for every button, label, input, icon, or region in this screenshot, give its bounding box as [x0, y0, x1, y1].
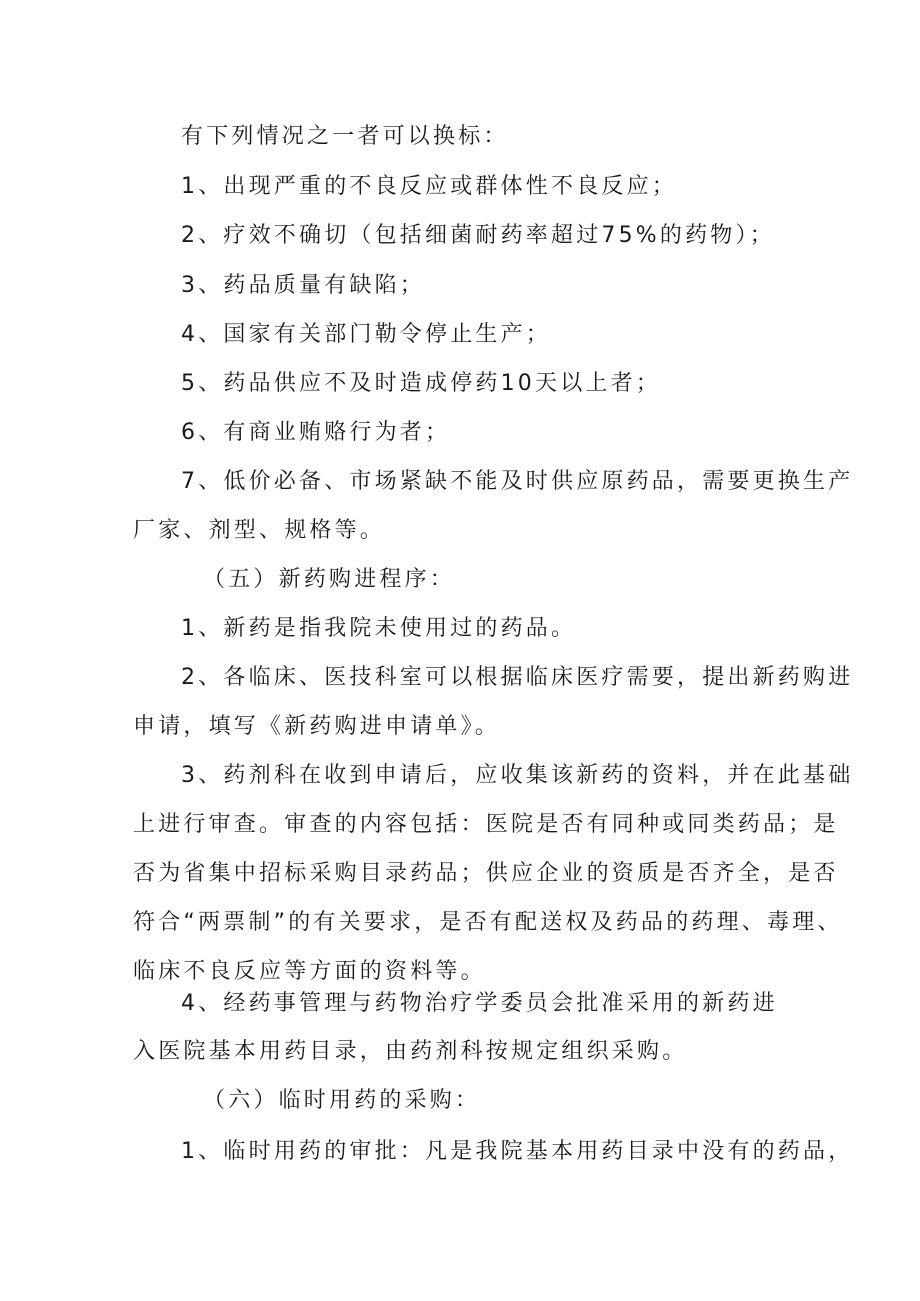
text-line: 入医院基本用药目录，由药剂科按规定组织采购。 [133, 1039, 688, 1064]
text-line: 申请，填写《新药购进申请单》。 [133, 714, 501, 739]
text-line: 4、国家有关部门勒令停止生产； [181, 322, 551, 347]
section-heading: （六）临时用药的采购： [203, 1088, 481, 1113]
text-line: 临床不良反应等方面的资料等。 [133, 959, 486, 984]
text-line: 有下列情况之一者可以换标： [181, 124, 509, 149]
text-line: 否为省集中招标采购目录药品；供应企业的资质是否齐全，是否 [133, 861, 839, 886]
text-line: 1、新药是指我院未使用过的药品。 [181, 616, 577, 641]
text-line: 厂家、剂型、规格等。 [133, 518, 386, 543]
section-heading: （五）新药购进程序： [203, 567, 456, 592]
text-line: 符合“两票制”的有关要求，是否有配送权及药品的药理、毒理、 [133, 910, 843, 935]
text-line: 4、经药事管理与药物治疗学委员会批准采用的新药进 [181, 991, 778, 1016]
text-line: 7、低价必备、市场紧缺不能及时供应原药品，需要更换生产 [181, 469, 854, 494]
text-line: 6、有商业贿赂行为者； [181, 420, 451, 445]
text-line: 上进行审查。审查的内容包括：医院是否有同种或同类药品；是 [133, 812, 839, 837]
text-line: 3、药剂科在收到申请后，应收集该新药的资料，并在此基础 [181, 763, 854, 788]
text-line: 1、临时用药的审批：凡是我院基本用药目录中没有的药品， [181, 1139, 854, 1164]
text-line: 5、药品供应不及时造成停药10天以上者； [181, 371, 661, 396]
text-line: 2、各临床、医技科室可以根据临床医疗需要，提出新药购进 [181, 665, 854, 690]
text-line: 2、疗效不确切（包括细菌耐药率超过75%的药物）； [181, 223, 775, 248]
text-line: 3、药品质量有缺陷； [181, 273, 425, 298]
text-line: 1、出现严重的不良反应或群体性不良反应； [181, 174, 677, 199]
